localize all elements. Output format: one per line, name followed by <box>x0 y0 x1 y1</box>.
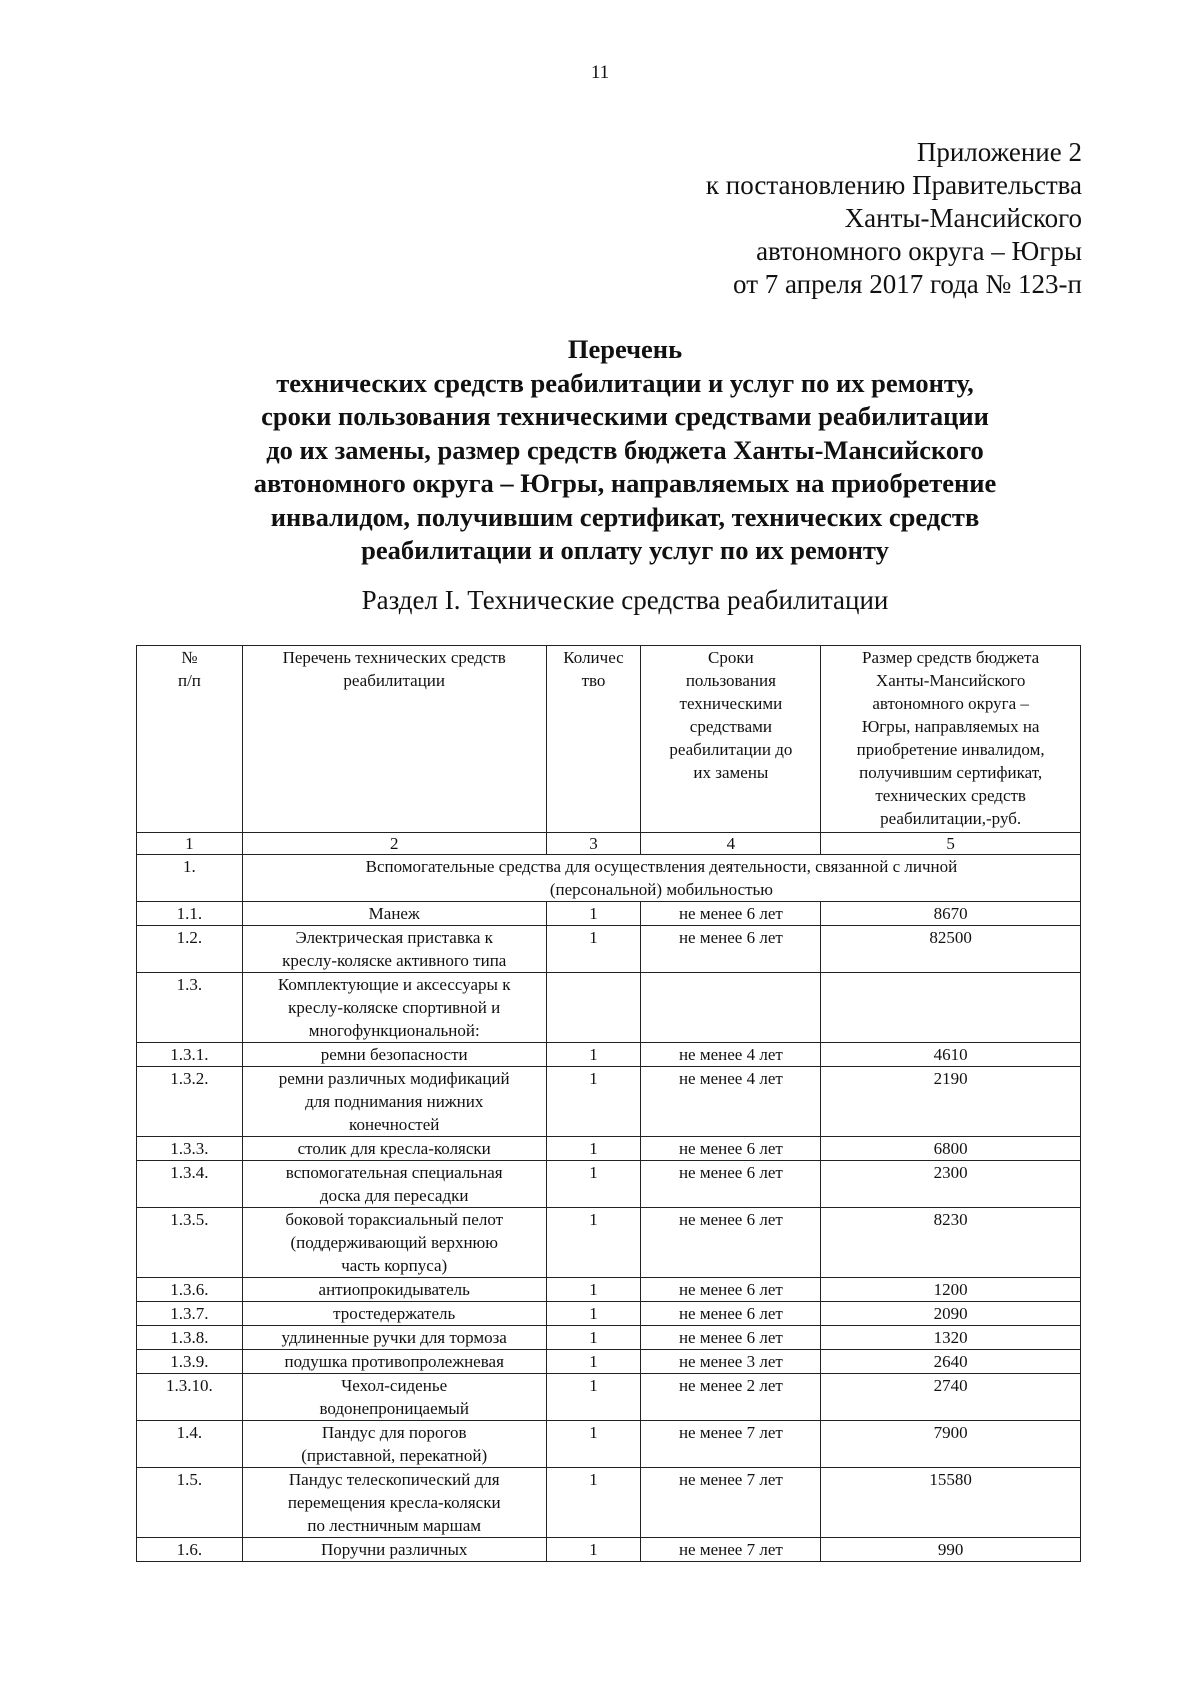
table-row <box>137 1278 1081 1302</box>
cell-amount: 4610 <box>821 1043 1081 1067</box>
table-row <box>137 1374 1081 1421</box>
cell-name: подушка противопролежневая <box>242 1350 546 1374</box>
cell-name: Электрическая приставка к креслу-коляске активного типа <box>242 926 546 973</box>
document-title <box>0 333 1200 568</box>
cell-name: Поручни различных <box>242 1538 546 1562</box>
table-row <box>137 926 1081 973</box>
title-line: реабилитации и оплату услуг по их ремонту <box>361 535 889 565</box>
cell-amount: 8230 <box>821 1208 1081 1278</box>
title-line: до их замены, размер средств бюджета Ханты-Мансийского <box>266 434 984 465</box>
cell-term: не менее 7 лет <box>641 1538 821 1562</box>
appendix-block <box>706 136 1082 301</box>
cell-name: удлиненные ручки для тормоза <box>242 1326 546 1350</box>
cell-name: Чехол-сиденье водонепроницаемый <box>242 1374 546 1421</box>
table-row <box>137 1538 1081 1562</box>
cell-num: 1.3.4. <box>137 1161 243 1208</box>
header-amount: Размер средств бюджета Ханты-Мансийского автономного округа – Югры, направляемых на приобретение инвалидом, получившим сертификат, технических средств реабилитации,-руб. <box>821 646 1081 833</box>
group-row <box>137 855 1081 902</box>
title-line: инвалидом, получившим сертификат, технических средств <box>270 501 980 532</box>
cell-name: тростедержатель <box>242 1302 546 1326</box>
column-number: 2 <box>242 833 546 855</box>
table-row <box>137 1067 1081 1137</box>
title-line: сроки пользования техническими средствами реабилитации <box>261 401 989 431</box>
appendix-line: Приложение 2 <box>916 137 1082 167</box>
cell-qty: 1 <box>546 1326 641 1350</box>
column-number-row <box>137 833 1081 855</box>
cell-name: ремни безопасности <box>242 1043 546 1067</box>
cell-amount: 1200 <box>821 1278 1081 1302</box>
table-row <box>137 902 1081 926</box>
cell-qty: 1 <box>546 926 641 973</box>
cell-name: Пандус для порогов (приставной, перекатной) <box>242 1421 546 1468</box>
cell-qty: 1 <box>546 1538 641 1562</box>
cell-num: 1.3.2. <box>137 1067 243 1137</box>
cell-qty: 1 <box>546 1302 641 1326</box>
cell-amount: 2190 <box>821 1067 1081 1137</box>
table-row <box>137 1326 1081 1350</box>
cell-num: 1.3. <box>137 973 243 1043</box>
header-qty: Количес тво <box>546 646 641 833</box>
title-line: технических средств реабилитации и услуг по их ремонту, <box>276 367 974 398</box>
cell-name: антиопрокидыватель <box>242 1278 546 1302</box>
cell-qty: 1 <box>546 1208 641 1278</box>
cell-name: Манеж <box>242 902 546 926</box>
cell-qty: 1 <box>546 1043 641 1067</box>
table-row <box>137 1350 1081 1374</box>
cell-amount: 8670 <box>821 902 1081 926</box>
cell-qty: 1 <box>546 1350 641 1374</box>
cell-term: не менее 4 лет <box>641 1043 821 1067</box>
rehabilitation-table <box>136 645 1081 1562</box>
cell-qty: 1 <box>546 902 641 926</box>
cell-qty: 1 <box>546 1067 641 1137</box>
cell-name: боковой тораксиальный пелот (поддерживающий верхнюю часть корпуса) <box>242 1208 546 1278</box>
cell-num: 1.3.7. <box>137 1302 243 1326</box>
cell-qty: 1 <box>546 1468 641 1538</box>
cell-name: Комплектующие и аксессуары к креслу-коляске спортивной и многофункциональной: <box>242 973 546 1043</box>
cell-term: не менее 6 лет <box>641 1302 821 1326</box>
cell-qty <box>546 973 641 1043</box>
table-header-row <box>137 646 1081 833</box>
table-row <box>137 1421 1081 1468</box>
cell-num: 1.1. <box>137 902 243 926</box>
table-row <box>137 1468 1081 1538</box>
cell-amount: 990 <box>821 1538 1081 1562</box>
section-title: Раздел I. Технические средства реабилитации <box>361 585 889 615</box>
cell-term: не менее 6 лет <box>641 1208 821 1278</box>
cell-term <box>641 973 821 1043</box>
cell-qty: 1 <box>546 1278 641 1302</box>
cell-term: не менее 3 лет <box>641 1350 821 1374</box>
cell-term: не менее 6 лет <box>641 926 821 973</box>
cell-num: 1.3.10. <box>137 1374 243 1421</box>
cell-num: 1.3.1. <box>137 1043 243 1067</box>
cell-amount <box>821 973 1081 1043</box>
appendix-line: от 7 апреля 2017 года № 123-п <box>733 269 1082 299</box>
header-name: Перечень технических средств реабилитации <box>242 646 546 833</box>
group-num: 1. <box>137 855 243 902</box>
cell-amount: 2740 <box>821 1374 1081 1421</box>
cell-qty: 1 <box>546 1374 641 1421</box>
appendix-line: к постановлению Правительства <box>705 170 1082 200</box>
cell-term: не менее 7 лет <box>641 1421 821 1468</box>
table-row <box>137 1161 1081 1208</box>
header-num: № п/п <box>137 646 243 833</box>
cell-amount: 2300 <box>821 1161 1081 1208</box>
cell-amount: 2640 <box>821 1350 1081 1374</box>
column-number: 1 <box>137 833 243 855</box>
group-title: Вспомогательные средства для осуществления деятельности, связанной с личной (персональной) мобильностью <box>242 855 1080 902</box>
cell-num: 1.2. <box>137 926 243 973</box>
cell-amount: 15580 <box>821 1468 1081 1538</box>
cell-name: ремни различных модификаций для поднимания нижних конечностей <box>242 1067 546 1137</box>
cell-qty: 1 <box>546 1137 641 1161</box>
column-number: 4 <box>641 833 821 855</box>
cell-term: не менее 4 лет <box>641 1067 821 1137</box>
cell-term: не менее 6 лет <box>641 1278 821 1302</box>
cell-qty: 1 <box>546 1161 641 1208</box>
table-row <box>137 973 1081 1043</box>
cell-name: Пандус телескопический для перемещения кресла-коляски по лестничным маршам <box>242 1468 546 1538</box>
table-row <box>137 1137 1081 1161</box>
header-term: Сроки пользования техническими средствами реабилитации до их замены <box>641 646 821 833</box>
table-row <box>137 1302 1081 1326</box>
cell-amount: 1320 <box>821 1326 1081 1350</box>
table-row <box>137 1208 1081 1278</box>
table-row <box>137 1043 1081 1067</box>
cell-term: не менее 6 лет <box>641 1161 821 1208</box>
cell-num: 1.6. <box>137 1538 243 1562</box>
cell-amount: 82500 <box>821 926 1081 973</box>
cell-term: не менее 6 лет <box>641 902 821 926</box>
column-number: 5 <box>821 833 1081 855</box>
cell-num: 1.3.8. <box>137 1326 243 1350</box>
appendix-line: автономного округа – Югры <box>756 236 1082 266</box>
cell-name: столик для кресла-коляски <box>242 1137 546 1161</box>
cell-amount: 7900 <box>821 1421 1081 1468</box>
appendix-line: Ханты-Мансийского <box>844 203 1082 233</box>
cell-name: вспомогательная специальная доска для пересадки <box>242 1161 546 1208</box>
title-line: Перечень <box>567 334 683 364</box>
cell-term: не менее 2 лет <box>641 1374 821 1421</box>
cell-term: не менее 7 лет <box>641 1468 821 1538</box>
cell-term: не менее 6 лет <box>641 1326 821 1350</box>
column-number: 3 <box>546 833 641 855</box>
cell-num: 1.3.5. <box>137 1208 243 1278</box>
cell-term: не менее 6 лет <box>641 1137 821 1161</box>
cell-num: 1.3.6. <box>137 1278 243 1302</box>
cell-qty: 1 <box>546 1421 641 1468</box>
cell-num: 1.5. <box>137 1468 243 1538</box>
cell-amount: 2090 <box>821 1302 1081 1326</box>
cell-num: 1.4. <box>137 1421 243 1468</box>
cell-amount: 6800 <box>821 1137 1081 1161</box>
title-line: автономного округа – Югры, направляемых на приобретение <box>253 468 997 498</box>
page-number: 11 <box>590 62 610 83</box>
cell-num: 1.3.3. <box>137 1137 243 1161</box>
cell-num: 1.3.9. <box>137 1350 243 1374</box>
